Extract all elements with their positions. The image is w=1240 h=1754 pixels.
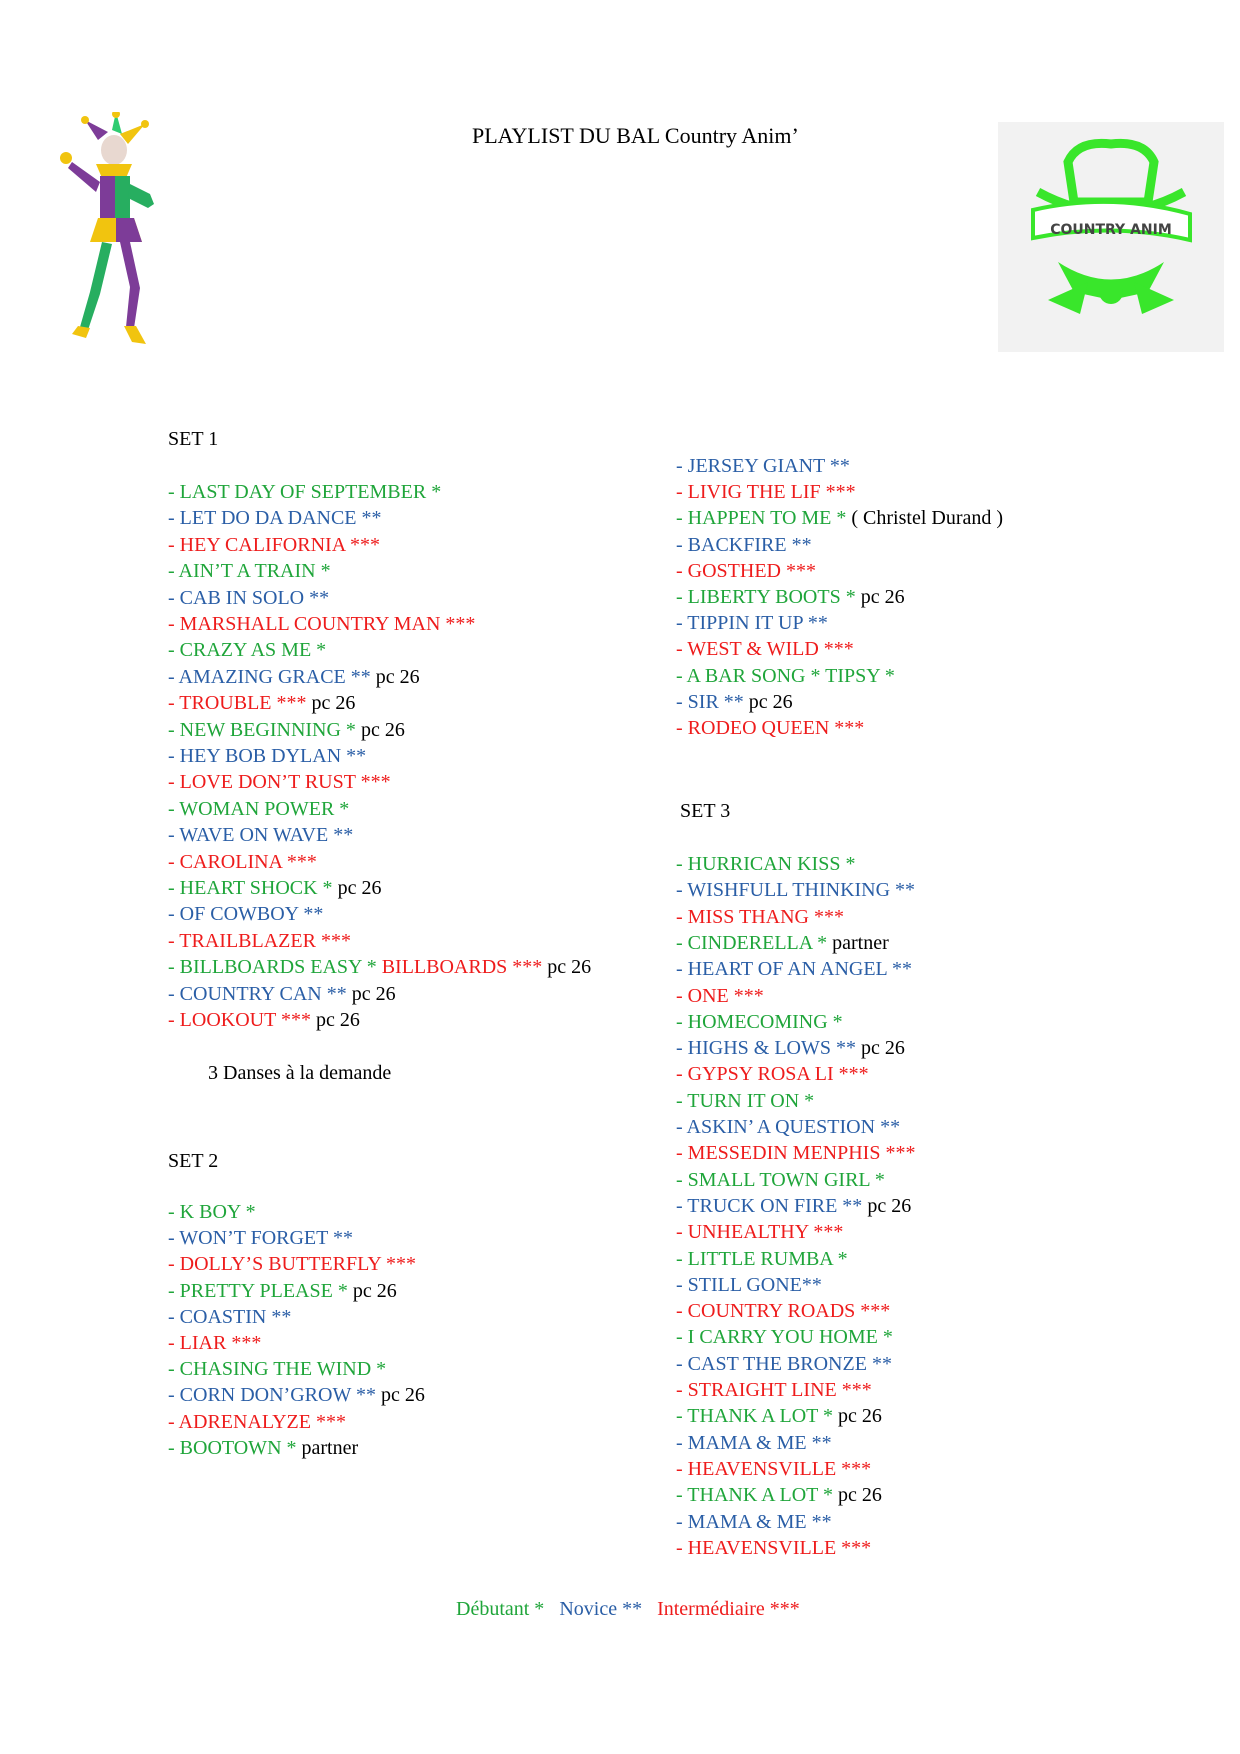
dance-item	[168, 797, 349, 821]
dance-name: - DOLLY’S BUTTERFLY ***	[168, 1253, 417, 1276]
dance-name: - RODEO QUEEN ***	[676, 717, 865, 739]
dance-item	[676, 1247, 848, 1271]
page-title: PLAYLIST DU BAL Country Anim’	[472, 123, 799, 148]
dance-item	[676, 852, 855, 876]
dance-item	[676, 1404, 882, 1428]
dance-note: pc 26	[347, 1279, 397, 1302]
dance-item	[168, 1008, 360, 1032]
dance-item	[168, 506, 382, 530]
dance-item	[168, 902, 323, 926]
dance-name: - AMAZING GRACE **	[168, 665, 371, 688]
dance-name: - COASTIN **	[168, 1305, 292, 1328]
dance-name: - AIN’T A TRAIN *	[168, 560, 331, 583]
dance-item	[676, 585, 905, 609]
dance-name: - OF COWBOY **	[168, 903, 324, 926]
dance-name: - PRETTY PLEASE *	[168, 1279, 348, 1302]
dance-note: ( Christel Durand )	[846, 507, 1004, 530]
dance-name: - CHASING THE WIND *	[168, 1358, 387, 1381]
dance-item	[676, 506, 1003, 530]
dance-note: pc 26	[306, 692, 356, 715]
dance-name: - MAMA & ME **	[676, 1431, 832, 1454]
dance-note: pc 26	[332, 877, 382, 899]
dance-item	[676, 1299, 890, 1323]
dance-note: pc 26	[833, 1405, 882, 1428]
dance-item	[168, 823, 353, 847]
dance-item	[168, 1436, 358, 1460]
dance-note: pc 26	[355, 718, 405, 741]
dance-item	[676, 1194, 911, 1218]
dance-name: - NEW BEGINNING *	[168, 718, 356, 741]
dance-name: - CINDERELLA *	[676, 931, 828, 954]
dance-item	[168, 1383, 425, 1407]
dance-name: - HAPPEN TO ME *	[676, 507, 847, 530]
dance-item	[676, 1168, 885, 1192]
set3-heading: SET 3	[680, 800, 731, 822]
dance-name: - CAB IN SOLO **	[168, 586, 330, 609]
dance-item	[676, 984, 764, 1008]
dance-name: - HEART OF AN ANGEL **	[676, 958, 913, 981]
dance-name: - LET DO DA DANCE **	[168, 507, 382, 530]
dance-note: pc 26	[743, 690, 793, 713]
dance-name: - TRAILBLAZER ***	[168, 929, 351, 952]
dance-name: - WISHFULL THINKING **	[676, 879, 916, 902]
dance-item	[676, 1220, 843, 1244]
dance-item	[168, 665, 420, 689]
dance-item	[676, 690, 793, 714]
dance-name: - TRUCK ON FIRE **	[676, 1194, 863, 1217]
dance-item	[676, 1325, 893, 1349]
dance-item	[168, 586, 329, 610]
dance-item	[676, 454, 850, 478]
dance-name: - CAROLINA ***	[168, 850, 317, 873]
dance-note: pc 26	[833, 1484, 882, 1507]
dance-item	[676, 1457, 871, 1481]
dance-item	[676, 1431, 832, 1455]
dance-name: - TROUBLE ***	[168, 692, 307, 715]
dance-name: - I CARRY YOU HOME *	[676, 1326, 893, 1349]
dance-item	[168, 533, 380, 557]
dance-item	[676, 905, 844, 929]
dance-name: - LAST DAY OF SEPTEMBER *	[168, 481, 442, 503]
dance-name: - BILLBOARDS EASY *	[168, 956, 382, 979]
dance-item	[676, 957, 912, 981]
dance-note: pc 26	[375, 1384, 425, 1407]
legend-intermediaire: Intermédiaire ***	[657, 1598, 800, 1620]
dance-item	[676, 1536, 871, 1560]
dance-name: - WEST & WILD ***	[676, 638, 854, 661]
dance-item	[168, 770, 391, 794]
dance-item	[676, 480, 856, 504]
legend-novice: Novice **	[559, 1598, 643, 1620]
dance-item	[168, 876, 381, 900]
dance-name: - WOMAN POWER *	[168, 797, 350, 820]
dance-note: pc 26	[310, 1009, 360, 1031]
dance-name-secondary: BILLBOARDS ***	[381, 956, 543, 979]
dance-name: - A BAR SONG * TIPSY *	[676, 664, 895, 687]
dance-name: - MARSHALL COUNTRY MAN ***	[168, 613, 476, 635]
svg-text:COUNTRY ANIM: COUNTRY ANIM	[1050, 222, 1172, 238]
jester-illustration	[50, 112, 180, 357]
dance-name: - ONE ***	[676, 984, 764, 1007]
dance-name: - HIGHS & LOWS **	[676, 1037, 856, 1060]
dance-item	[168, 638, 326, 662]
dance-note: pc 26	[862, 1194, 912, 1217]
dance-name: - COUNTRY CAN **	[168, 982, 347, 1005]
dance-name: - LOVE DON’T RUST ***	[168, 771, 391, 794]
dance-item	[676, 1010, 843, 1034]
level-legend	[456, 1598, 810, 1621]
dance-name: - K BOY *	[168, 1201, 256, 1223]
dance-name: - CORN DON’GROW **	[168, 1384, 376, 1407]
set1-heading: SET 1	[168, 428, 219, 450]
dance-item	[168, 480, 441, 504]
dance-name: - THANK A LOT *	[676, 1484, 834, 1507]
dance-name: - STILL GONE**	[676, 1273, 822, 1296]
dance-item	[168, 612, 475, 636]
dance-name: - TIPPIN IT UP **	[676, 612, 828, 635]
legend-debutant: Débutant *	[456, 1598, 545, 1620]
dance-item	[676, 611, 828, 635]
dance-note: pc 26	[855, 586, 905, 608]
dance-name: - LOOKOUT ***	[168, 1009, 311, 1031]
dance-name: - CRAZY AS ME *	[168, 639, 327, 662]
dance-name: - THANK A LOT *	[676, 1405, 834, 1428]
dance-name: - ADRENALYZE ***	[168, 1410, 346, 1433]
dance-note: pc 26	[856, 1037, 905, 1060]
dance-name: - ASKIN’ A QUESTION **	[676, 1116, 901, 1138]
dance-item	[676, 1141, 915, 1165]
dance-item	[676, 878, 915, 902]
dance-item	[676, 1378, 872, 1402]
dance-name: - HURRICAN KISS *	[676, 853, 856, 875]
dance-name: - COUNTRY ROADS ***	[676, 1300, 891, 1323]
dance-name: - LIAR ***	[168, 1332, 262, 1354]
dance-item	[676, 716, 864, 740]
dance-item	[168, 1305, 291, 1329]
dance-item	[676, 1115, 900, 1139]
dance-name: - HEAVENSVILLE ***	[676, 1536, 872, 1559]
dance-item	[168, 929, 351, 953]
dance-item	[676, 1273, 822, 1297]
dance-item	[168, 955, 591, 979]
dance-name: - BACKFIRE **	[676, 533, 812, 556]
dance-name: - HOMECOMING *	[676, 1010, 843, 1033]
dance-name: - MAMA & ME **	[676, 1510, 832, 1533]
dance-name: - TURN IT ON *	[676, 1089, 815, 1112]
dance-item	[676, 664, 895, 688]
dance-name: - GOSTHED ***	[676, 559, 816, 582]
dance-item	[676, 637, 854, 661]
dance-item	[168, 691, 355, 715]
dance-note: partner	[296, 1436, 359, 1459]
dance-name: - WAVE ON WAVE **	[168, 824, 354, 847]
dance-name: - HEY BOB DYLAN **	[168, 745, 367, 767]
dance-note: partner	[827, 931, 889, 954]
dance-name: - UNHEALTHY ***	[676, 1221, 844, 1244]
dance-name: - MISS THANG ***	[676, 905, 844, 928]
dance-item	[676, 559, 816, 583]
country-anim-logo	[998, 122, 1224, 352]
dance-item	[168, 1226, 353, 1250]
dance-note: pc 26	[370, 665, 420, 688]
dance-item	[168, 718, 405, 742]
dance-item	[676, 1483, 882, 1507]
dance-name: - CAST THE BRONZE **	[676, 1352, 892, 1375]
dance-name: - SIR **	[676, 690, 744, 713]
dance-item	[676, 1510, 832, 1534]
dance-name: - MESSEDIN MENPHIS ***	[676, 1142, 916, 1165]
dance-item	[676, 1352, 892, 1376]
dance-item	[168, 559, 331, 583]
dance-item	[168, 850, 317, 874]
dance-name: - LIVIG THE LIF ***	[676, 481, 856, 504]
dance-name: - GYPSY ROSA LI ***	[676, 1063, 869, 1086]
set2-heading: SET 2	[168, 1150, 219, 1172]
dance-item	[168, 1331, 261, 1355]
dance-name: - BOOTOWN *	[168, 1436, 297, 1459]
dance-item	[168, 1279, 397, 1303]
dance-name: - LITTLE RUMBA *	[676, 1247, 848, 1270]
dance-item	[676, 1062, 869, 1086]
dance-item	[676, 533, 812, 557]
dance-name: - HEY CALIFORNIA ***	[168, 533, 381, 556]
dance-name: - LIBERTY BOOTS *	[676, 586, 856, 608]
dance-item	[676, 931, 889, 955]
dance-item	[168, 1410, 346, 1434]
dance-name: - HEAVENSVILLE ***	[676, 1457, 872, 1480]
dance-item	[676, 1036, 905, 1060]
dance-name: - STRAIGHT LINE ***	[676, 1379, 872, 1401]
dance-item	[168, 1200, 256, 1224]
set1-note: 3 Danses à la demande	[208, 1062, 392, 1084]
dance-name: - WON’T FORGET **	[168, 1227, 353, 1250]
dance-note: pc 26	[346, 982, 396, 1005]
dance-name: - JERSEY GIANT **	[676, 455, 850, 477]
dance-name: - HEART SHOCK *	[168, 877, 333, 899]
dance-item	[168, 1357, 386, 1381]
dance-item	[168, 982, 396, 1006]
dance-item	[676, 1089, 814, 1113]
dance-item	[168, 744, 366, 768]
dance-name: - SMALL TOWN GIRL *	[676, 1168, 885, 1191]
dance-note: pc 26	[542, 956, 592, 979]
dance-item	[168, 1252, 416, 1276]
